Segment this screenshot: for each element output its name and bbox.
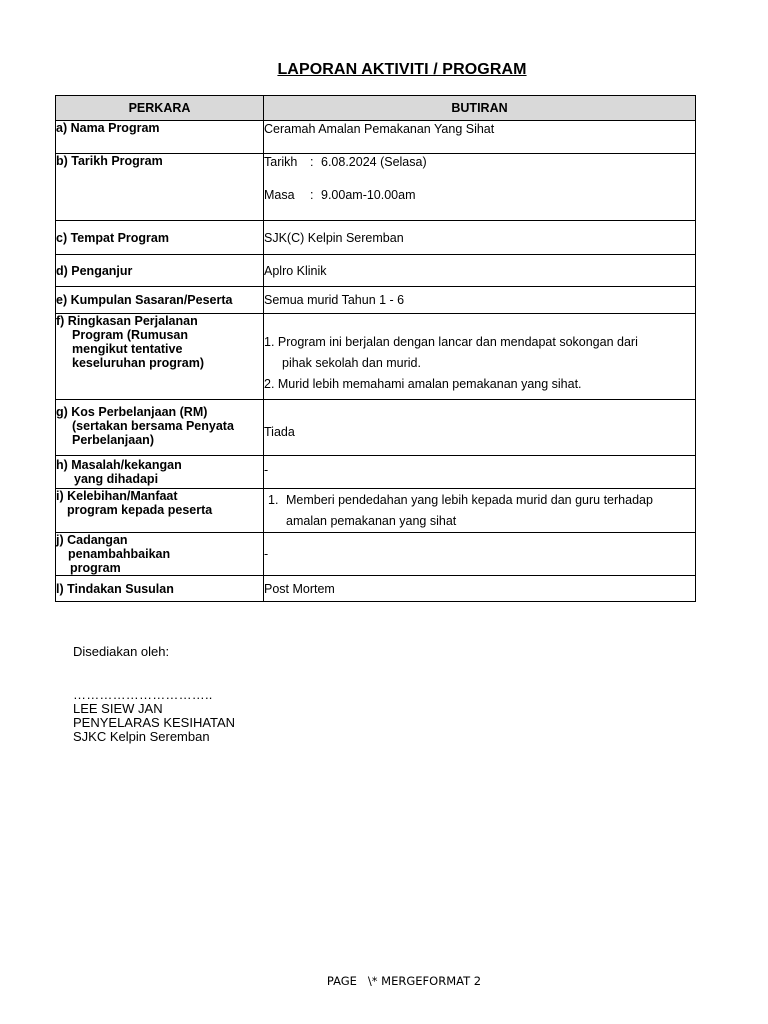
ringkasan-item-text: pihak sekolah dan murid. bbox=[282, 356, 421, 370]
row-value-masalah: - bbox=[264, 456, 696, 489]
row-value-tarikh-program bbox=[264, 154, 696, 221]
table-row bbox=[56, 154, 696, 221]
signatory-name: LEE SIEW JAN bbox=[73, 701, 163, 716]
row-label-kelebihan bbox=[56, 489, 264, 533]
ringkasan-list bbox=[264, 332, 695, 395]
kelebihan-label-line: i) Kelebihan/Manfaat bbox=[56, 489, 178, 503]
list-item bbox=[264, 374, 695, 395]
row-label-kumpulan-sasaran: e) Kumpulan Sasaran/Peserta bbox=[56, 287, 264, 314]
table-row bbox=[56, 255, 696, 287]
kos-label-line: Perbelanjaan) bbox=[72, 433, 154, 447]
row-value-penganjur: Aplro Klinik bbox=[264, 255, 696, 287]
table-row bbox=[56, 489, 696, 533]
table-row bbox=[56, 287, 696, 314]
masalah-label-line: h) Masalah/kekangan bbox=[56, 458, 182, 472]
kelebihan-item-number: 1. bbox=[268, 493, 279, 507]
masalah-label-line: yang dihadapi bbox=[74, 472, 159, 486]
kelebihan-item-text: Memberi pendedahan yang lebih kepada murid dan guru terhadap bbox=[286, 493, 653, 507]
table-row bbox=[56, 221, 696, 255]
ringkasan-label-line: Program (Rumusan bbox=[72, 328, 188, 342]
table-row bbox=[56, 400, 696, 456]
row-value-kumpulan-sasaran: Semua murid Tahun 1 - 6 bbox=[264, 287, 696, 314]
signature-line: ………………………….. bbox=[73, 687, 213, 702]
row-label-cadangan bbox=[56, 533, 264, 576]
signatory-school: SJKC Kelpin Seremban bbox=[73, 729, 210, 744]
masa-label: Masa bbox=[264, 188, 295, 202]
masa-line: Masa : 9.00am-10.00am bbox=[264, 188, 416, 202]
tarikh-value: 6.08.2024 (Selasa) bbox=[321, 155, 427, 169]
table-row bbox=[56, 533, 696, 576]
table-header-row bbox=[56, 96, 696, 121]
masa-value: 9.00am-10.00am bbox=[321, 188, 416, 202]
table-row bbox=[56, 576, 696, 602]
table-row bbox=[56, 456, 696, 489]
kelebihan-item-text: amalan pemakanan yang sihat bbox=[286, 514, 457, 528]
kelebihan-label-line: program kepada peserta bbox=[67, 503, 213, 517]
row-value-tempat-program: SJK(C) Kelpin Seremban bbox=[264, 221, 696, 255]
row-label-tempat-program: c) Tempat Program bbox=[56, 221, 264, 255]
header-perkara: PERKARA bbox=[56, 96, 264, 121]
row-label-kos bbox=[56, 400, 264, 456]
row-label-tindakan-susulan: l) Tindakan Susulan bbox=[56, 576, 264, 602]
signatory-position: PENYELARAS KESIHATAN bbox=[73, 715, 236, 730]
cadangan-label-line: j) Cadangan bbox=[56, 533, 128, 547]
report-table bbox=[55, 95, 696, 602]
row-value-nama-program: Ceramah Amalan Pemakanan Yang Sihat bbox=[264, 121, 696, 154]
ringkasan-label-line: keseluruhan program) bbox=[72, 356, 204, 370]
row-value-ringkasan bbox=[264, 314, 696, 400]
row-value-cadangan: - bbox=[264, 533, 696, 576]
row-label-tarikh-program: b) Tarikh Program bbox=[56, 154, 264, 221]
signature-block bbox=[73, 645, 235, 744]
tarikh-line: Tarikh : 6.08.2024 (Selasa) bbox=[264, 155, 427, 169]
row-label-masalah bbox=[56, 456, 264, 489]
row-value-kelebihan bbox=[264, 489, 696, 533]
prepared-by-label: Disediakan oleh: bbox=[73, 644, 170, 659]
cadangan-label-line: penambahbaikan bbox=[68, 547, 171, 561]
kelebihan-item bbox=[264, 489, 695, 532]
ringkasan-label-line: f) Ringkasan Perjalanan bbox=[56, 314, 198, 328]
document-title: LAPORAN AKTIVITI / PROGRAM bbox=[277, 61, 527, 78]
ringkasan-label-line: mengikut tentative bbox=[72, 342, 183, 356]
tarikh-label: Tarikh bbox=[264, 155, 298, 169]
row-label-penganjur: d) Penganjur bbox=[56, 255, 264, 287]
table-row bbox=[56, 314, 696, 400]
list-item bbox=[264, 332, 695, 374]
ringkasan-item-text: 2. Murid lebih memahami amalan pemakanan yang sihat. bbox=[264, 377, 582, 391]
cadangan-label-line: program bbox=[70, 561, 121, 575]
row-value-tindakan-susulan: Post Mortem bbox=[264, 576, 696, 602]
row-label-ringkasan bbox=[56, 314, 264, 400]
page-footer: PAGE \* MERGEFORMAT 2 bbox=[326, 974, 482, 988]
kos-label-line: g) Kos Perbelanjaan (RM) bbox=[56, 405, 208, 419]
table-row bbox=[56, 121, 696, 154]
ringkasan-item-text: 1. Program ini berjalan dengan lancar dan mendapat sokongan dari bbox=[264, 335, 638, 349]
row-value-kos: Tiada bbox=[264, 400, 696, 456]
row-label-nama-program: a) Nama Program bbox=[56, 121, 264, 154]
header-butiran: BUTIRAN bbox=[264, 96, 696, 121]
kos-label-line: (sertakan bersama Penyata bbox=[72, 419, 234, 433]
